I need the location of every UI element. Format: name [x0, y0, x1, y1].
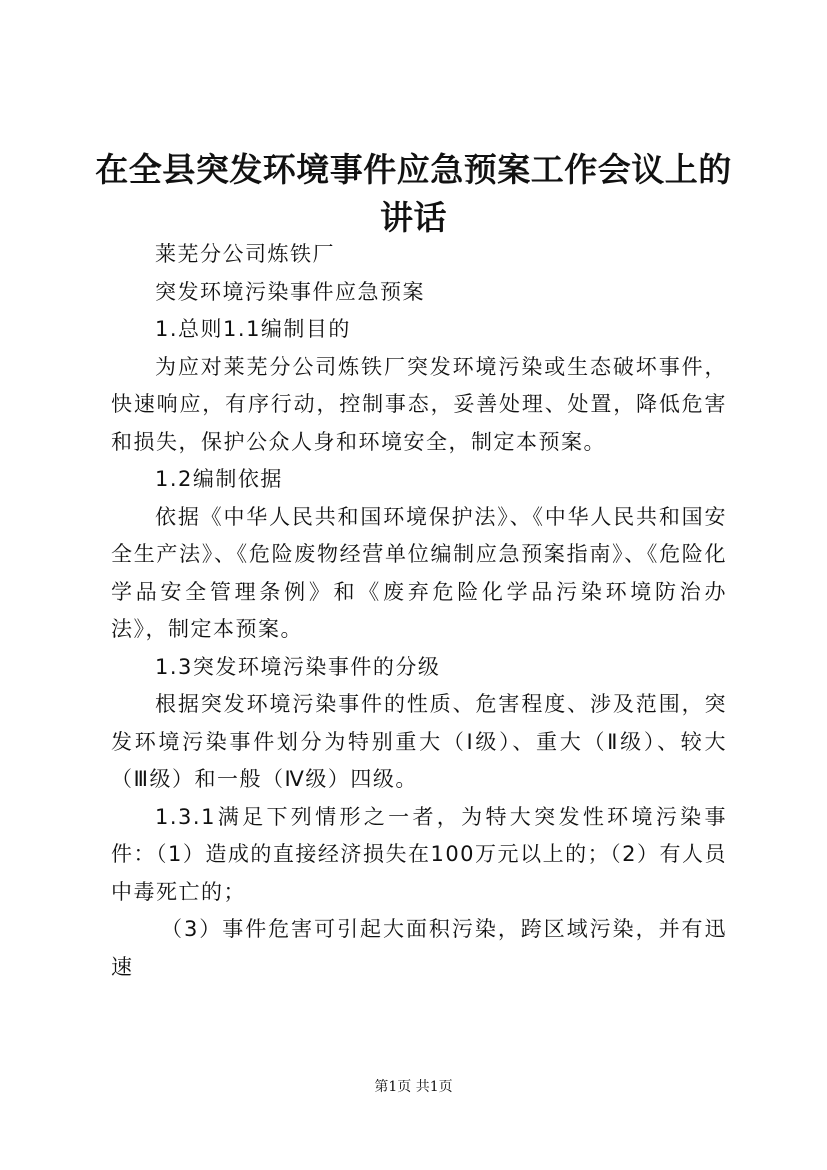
paragraph: 依据《中华人民共和国环境保护法》、《中华人民共和国安全生产法》、《危险废物经营单位编制应急预案指南》、《危险化学品安全管理条例》和《废弃危险化学品污染环境防治办法》，制定本预案。: [111, 504, 727, 641]
document-title: 在全县突发环境事件应急预案工作会议上的讲话: [95, 150, 732, 237]
paragraph: 1.3.1满足下列情形之一者，为特大突发性环境污染事件：（1）造成的直接经济损失在100万元以上的；（2）有人员中毒死亡的；: [111, 804, 727, 904]
page-footer: 第1页 共1页: [374, 1079, 453, 1095]
paragraph: （3）事件危害可引起大面积污染，跨区域污染，并有迅速: [111, 917, 727, 979]
paragraph: 根据突发环境污染事件的性质、危害程度、涉及范围，突发环境污染事件划分为特别重大（Ⅰ级）、重大（Ⅱ级）、较大（Ⅲ级）和一般（Ⅳ级）四级。: [111, 692, 727, 791]
paragraph: 突发环境污染事件应急预案: [155, 279, 425, 304]
document-body: [111, 236, 727, 986]
section-heading: 1.3突发环境污染事件的分级: [155, 654, 441, 679]
paragraph: 为应对莱芜分公司炼铁厂突发环境污染或生态破坏事件，快速响应，有序行动，控制事态，妥善处理、处置，降低危害和损失，保护公众人身和环境安全，制定本预案。: [111, 354, 727, 454]
section-heading: 1.2编制依据: [155, 467, 283, 491]
paragraph: 莱芜分公司炼铁厂: [155, 242, 335, 266]
section-heading: 1.总则1.1编制目的: [155, 317, 351, 341]
